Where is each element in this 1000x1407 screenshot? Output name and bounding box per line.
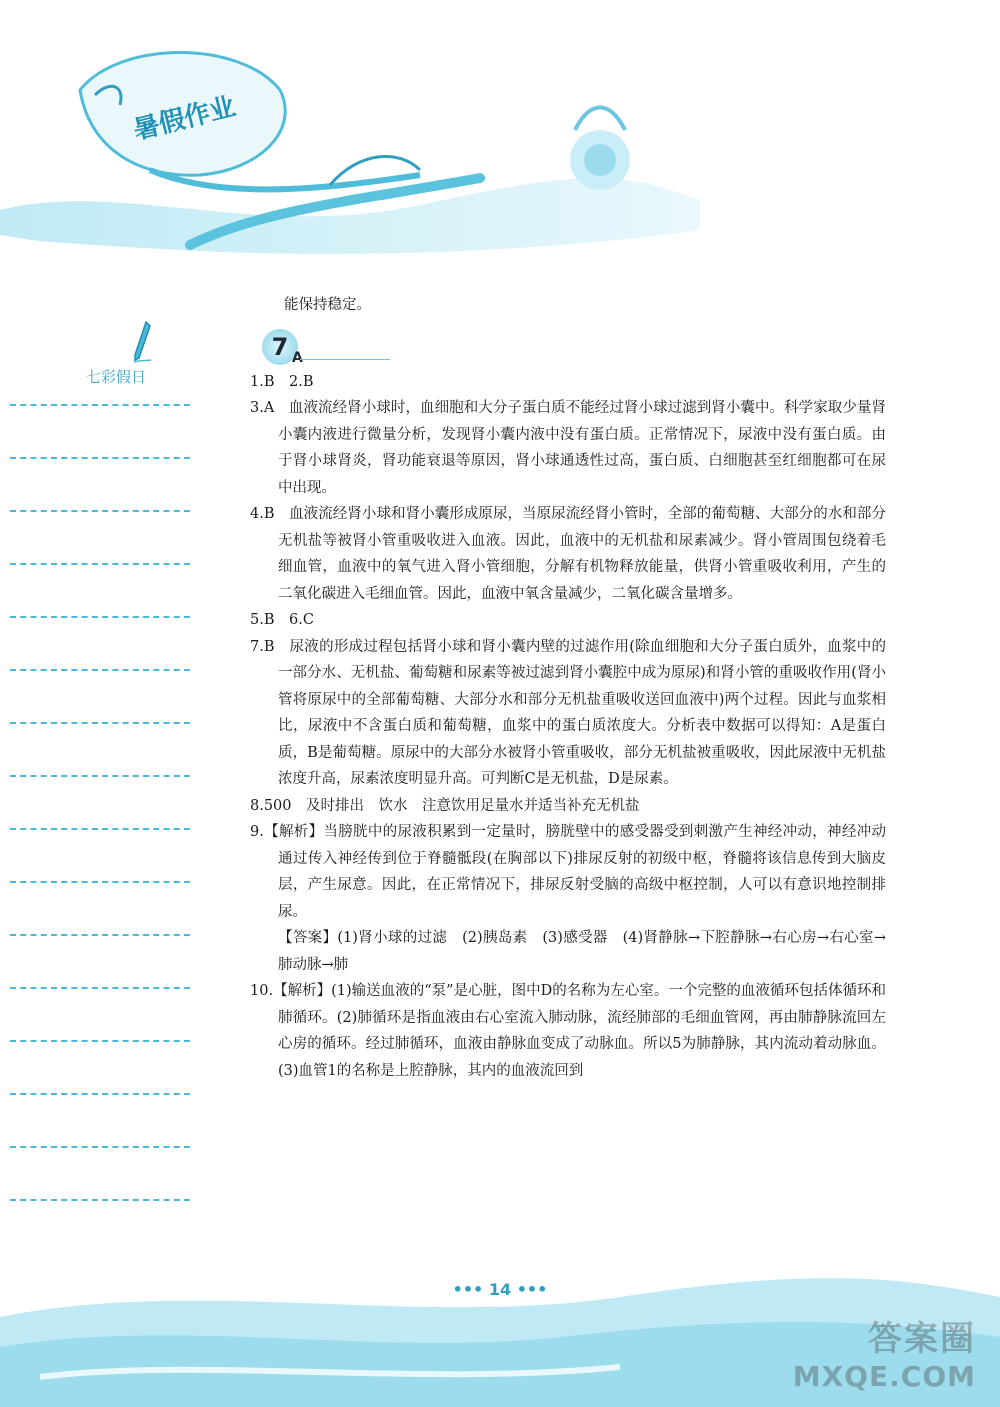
intro-line: 能保持稳定。 — [284, 297, 371, 313]
answer-item-9-key: 【答案】(1)肾小球的过滤 (2)胰岛素 (3)感受器 (4)肾静脉→下腔静脉→右心房→右心室→肺动脉→肺 — [278, 930, 886, 973]
section-sub: A — [292, 349, 303, 366]
page-number: ••• 14 ••• — [452, 1280, 548, 1299]
answer-content — [250, 292, 886, 1084]
answer-item-4: 4.B 血液流经肾小球和肾小囊形成原尿，当原尿流经肾小管时，全部的葡萄糖、大部分的水和部分无机盐等被肾小管重吸收进入血液。因此，血液中的无机盐和尿素减少。肾小管周围包绕着毛细血管，血液中的氧气进入肾小管细胞，分解有机物释放能量，供肾小管重吸收利用，产生的二氧化碳进入毛细血管。因此，血液中氧含量减少，二氧化碳含量增多。 — [250, 506, 886, 602]
watermark-bottom: MXQE.COM — [792, 1360, 976, 1393]
sidebar-label: 七彩假日 — [86, 368, 147, 386]
header-banner-title: 暑假作业 — [130, 91, 239, 147]
answer-item-7: 7.B 尿液的形成过程包括肾小球和肾小囊内壁的过滤作用(除血细胞和大分子蛋白质外，血浆中的一部分水、无机盐、葡萄糖和尿素等被过滤到肾小囊腔中成为原尿)和肾小管的重吸收作用(肾小管将原尿中的全部葡萄糖、大部分水和部分无机盐重吸收送回血液中)两个过程。因此与血浆相比，尿液中不含蛋白质和葡萄糖，血浆中的蛋白质浓度大。分析表中数据可以得知：A是蛋白质，B是葡萄糖。原尿中的大部分水被肾小管重吸收，部分无机盐被重吸收，因此尿液中无机盐浓度升高，尿素浓度明显升高。可判断C是无机盐，D是尿素。 — [250, 638, 886, 787]
answer-item-10: 10.【解析】(1)输送血液的“泵”是心脏，图中D的名称为左心室。一个完整的血液循环包括体循环和肺循环。(2)肺循环是指血液由右心室流入肺动脉，流经肺部的毛细血管网，再由肺静脉流回左心房的循环。经过肺循环，血液由静脉血变成了动脉血。所以5为肺静脉，其内流动着动脉血。(3)血管1的名称是上腔静脉，其内的血液流回到 — [250, 983, 886, 1079]
answer-item-8: 8.500 及时排出 饮水 注意饮用足量水并适当补充无机盐 — [250, 797, 640, 814]
answer-item-5: 5.B 6.C — [250, 612, 314, 628]
pen-icon — [132, 320, 152, 364]
answer-item-3: 3.A 血液流经肾小球时，血细胞和大分子蛋白质不能经过肾小球过滤到肾小囊中。科学家取少量肾小囊内液进行微量分析，发现肾小囊内液中没有蛋白质。正常情况下，尿液中没有蛋白质。由于肾小球肾炎，肾功能衰退等原因，肾小球通透性过高，蛋白质、白细胞甚至红细胞都可在尿中出现。 — [250, 400, 886, 496]
watermark — [793, 1311, 976, 1393]
page-number-value: 14 — [488, 1280, 512, 1299]
section-number: 7 — [262, 329, 298, 365]
answer-item-1: 1.B 2.B — [250, 373, 314, 390]
watermark-top: 答案圈 — [868, 1319, 976, 1359]
section-header — [256, 325, 886, 369]
answer-item-9: 9.【解析】当膀胱中的尿液积累到一定量时，膀胱壁中的感受器受到刺激产生神经冲动，神经冲动通过传入神经传到位于脊髓骶段(在胸部以下)排尿反射的初级中枢，脊髓将该信息传到大脑皮层，产生尿意。因此，在正常情况下，排尿反射受脑的高级中枢控制，人可以有意识地控制排尿。 — [250, 824, 886, 920]
notes-lines — [10, 404, 190, 1252]
